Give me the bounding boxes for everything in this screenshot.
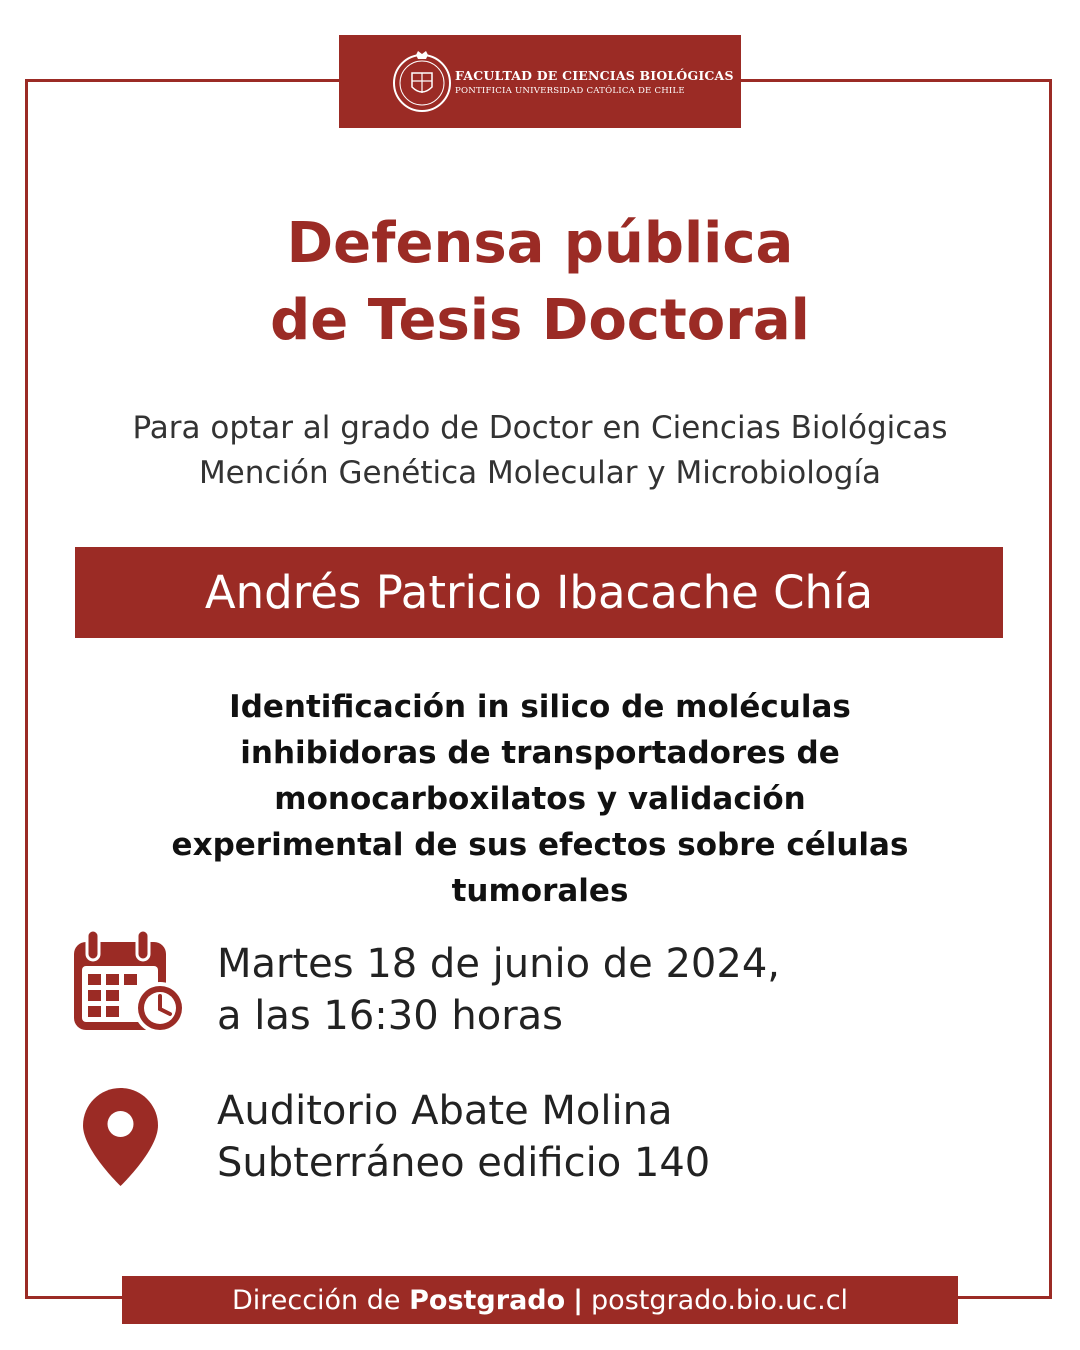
degree-line-1: Para optar al grado de Doctor en Ciencias Biológicas xyxy=(132,410,948,446)
candidate-name: Andrés Patricio Ibacache Chía xyxy=(75,547,1003,638)
footer-bar xyxy=(122,1276,958,1324)
footer-separator: | xyxy=(573,1284,584,1316)
faculty-header xyxy=(339,35,741,128)
thesis-line: inhibidoras de transportadores de xyxy=(240,735,840,771)
thesis-line: experimental de sus efectos sobre células xyxy=(171,827,909,863)
title-line-2: de Tesis Doctoral xyxy=(270,288,810,353)
location-line-2: Subterráneo edificio 140 xyxy=(217,1140,711,1186)
title-line-1: Defensa pública xyxy=(286,211,794,276)
event-date xyxy=(217,938,780,1042)
date-line-1: Martes 18 de junio de 2024, xyxy=(217,941,780,987)
degree-line-2: Mención Genética Molecular y Microbiología xyxy=(198,455,882,491)
thesis-title xyxy=(0,684,1080,914)
calendar-clock-icon xyxy=(74,930,188,1036)
event-location xyxy=(217,1085,710,1189)
thesis-line: Identificación in silico de moléculas xyxy=(229,689,851,725)
date-line-2: a las 16:30 horas xyxy=(217,993,564,1039)
thesis-line: monocarboxilatos y validación xyxy=(274,781,806,817)
faculty-name: FACULTAD DE CIENCIAS BIOLÓGICAS xyxy=(455,68,734,83)
event-title xyxy=(0,205,1080,359)
degree-description xyxy=(0,406,1080,496)
thesis-line: tumorales xyxy=(451,873,629,909)
university-name: PONTIFICIA UNIVERSIDAD CATÓLICA DE CHILE xyxy=(455,86,685,96)
footer-website-link[interactable]: postgrado.bio.uc.cl xyxy=(591,1284,849,1316)
footer-prefix: Dirección de xyxy=(231,1284,401,1316)
map-pin-icon xyxy=(83,1088,158,1186)
location-line-1: Auditorio Abate Molina xyxy=(217,1088,673,1134)
footer-department: Postgrado xyxy=(409,1284,566,1316)
university-seal-icon xyxy=(388,47,456,115)
